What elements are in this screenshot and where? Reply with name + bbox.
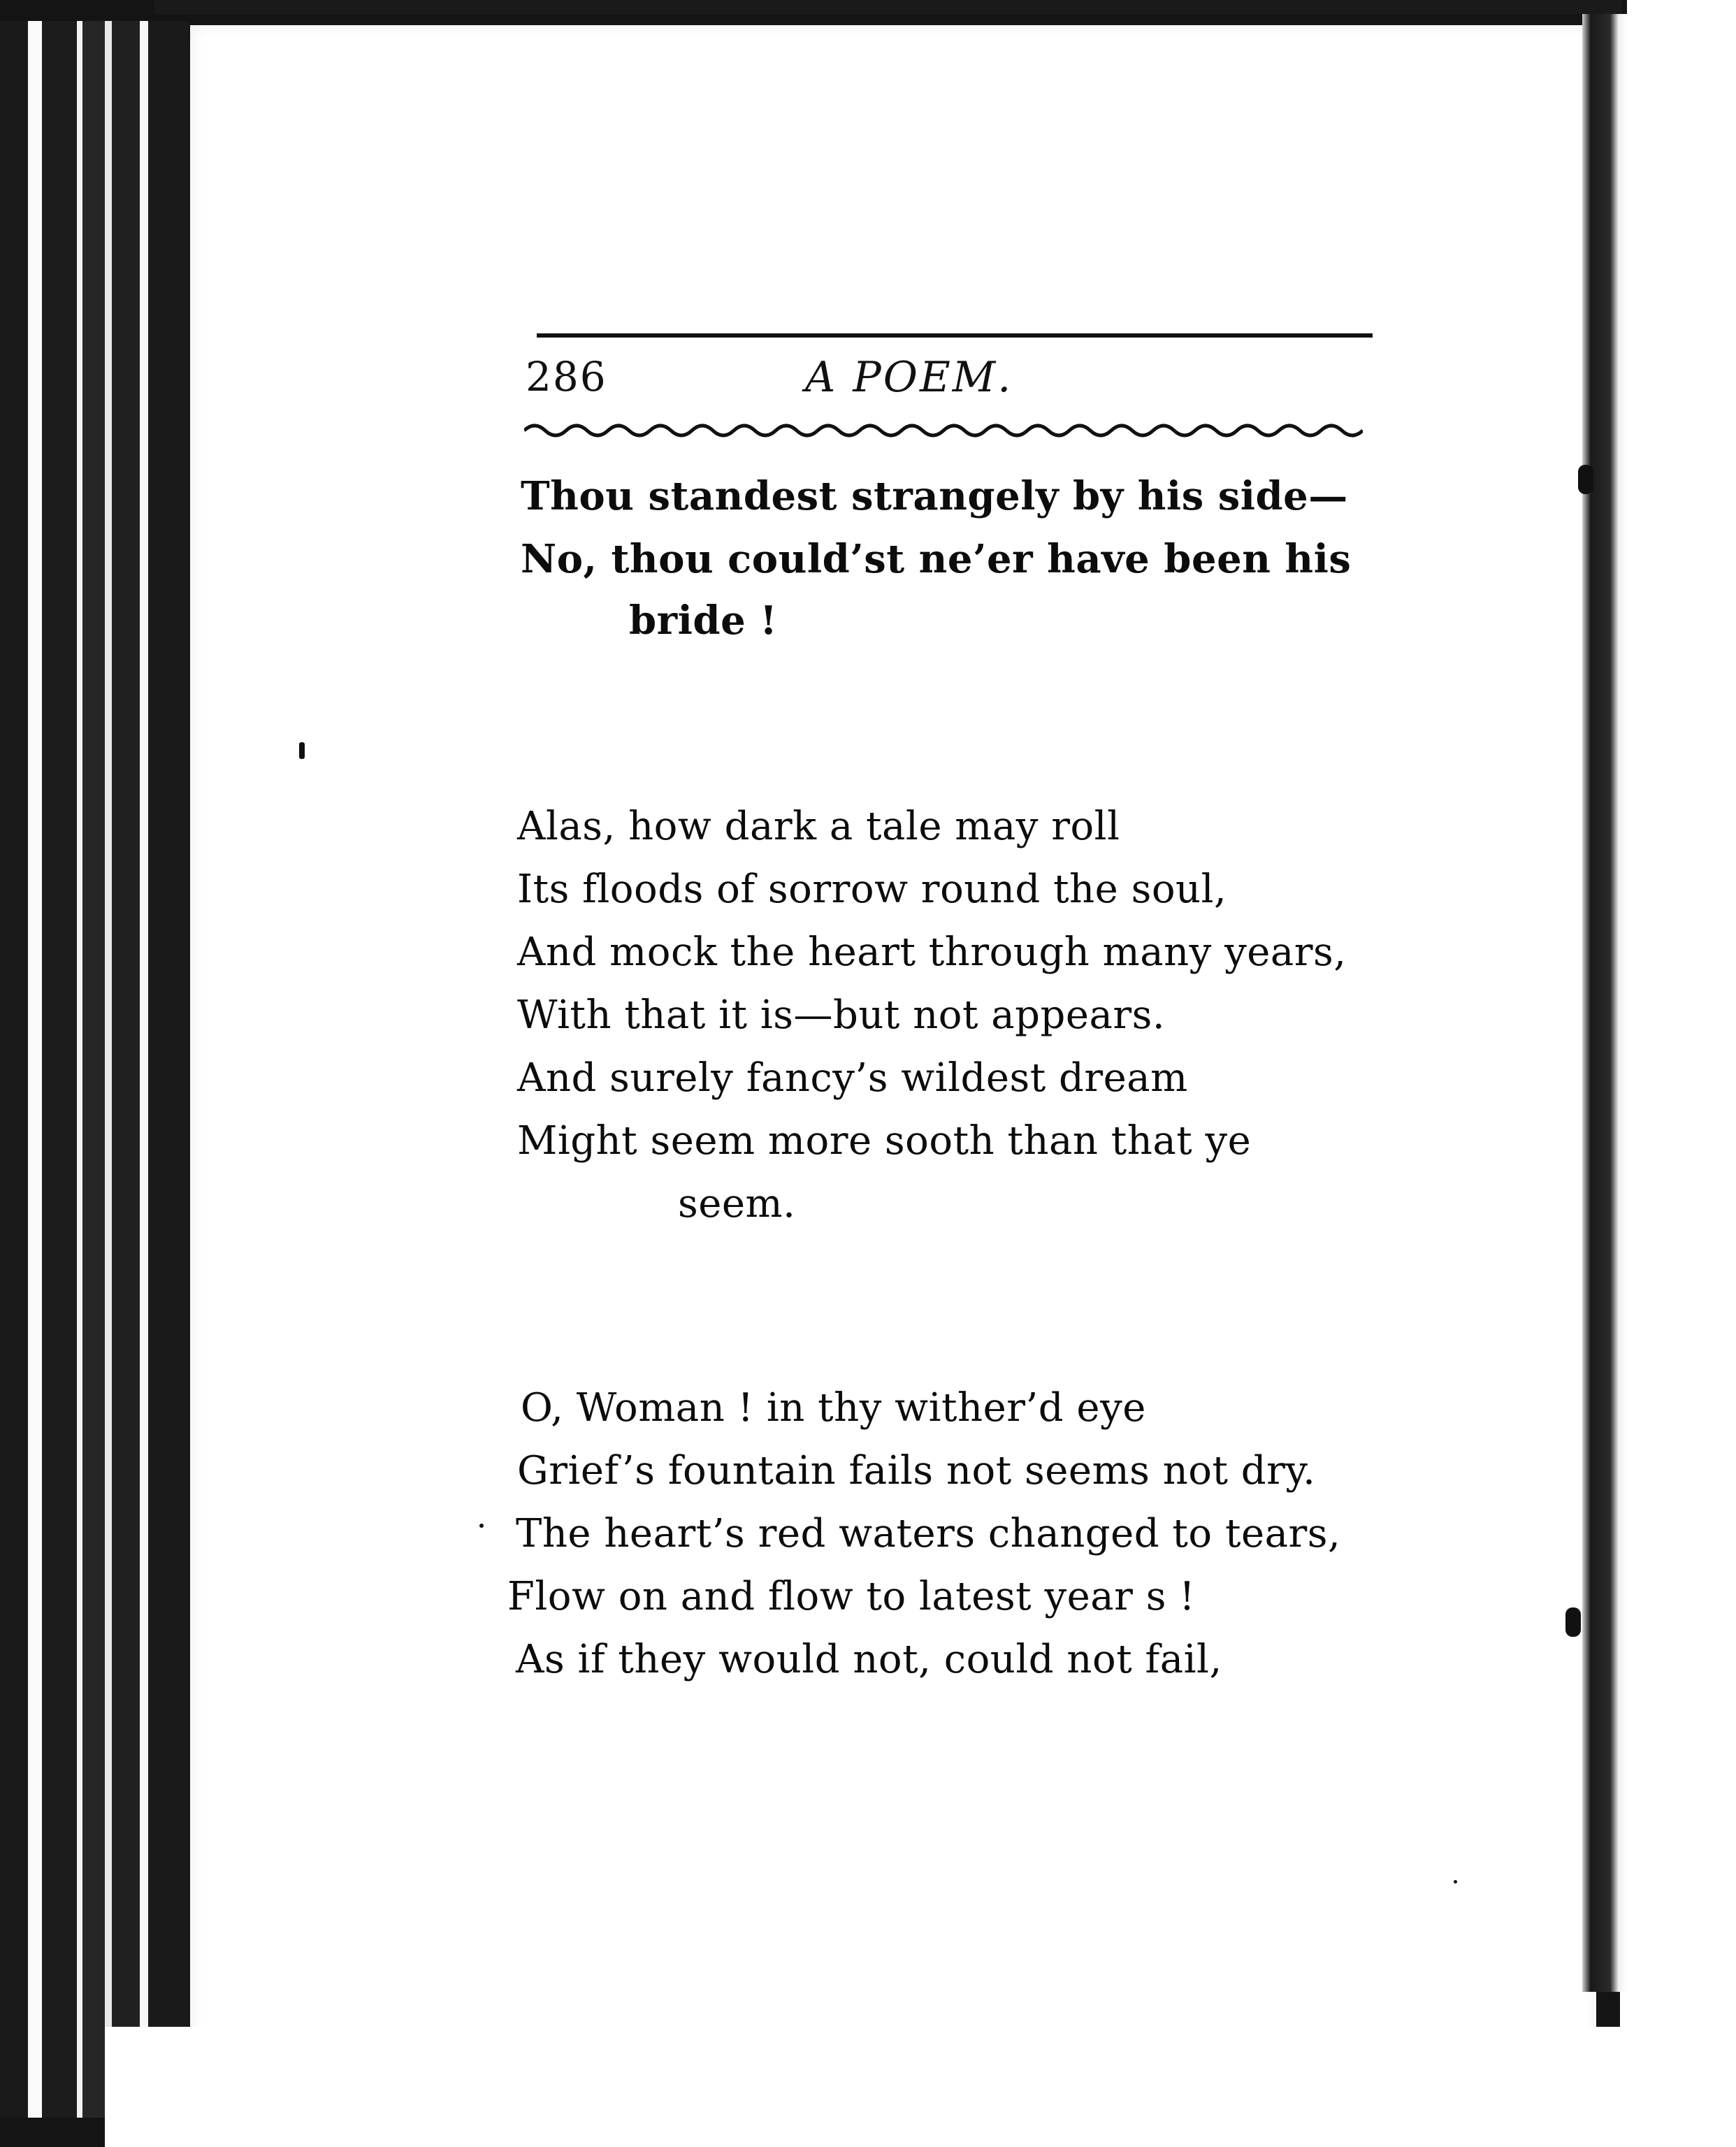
poem-line: Its floods of sorrow round the soul, xyxy=(517,867,1227,912)
running-title: A POEM. xyxy=(805,353,1013,402)
poem-line: bride ! xyxy=(629,598,778,644)
poem-line: And mock the heart through many years, xyxy=(517,930,1347,975)
facing-page-edge xyxy=(1582,14,1627,1992)
poem-line: Might seem more sooth than that ye xyxy=(517,1118,1252,1164)
ink-speck xyxy=(1454,1880,1457,1884)
binding-clip-mark xyxy=(1565,1607,1581,1637)
poem-line: With that it is—but not appears. xyxy=(517,992,1166,1038)
poem-line: As if they would not, could not fail, xyxy=(516,1637,1222,1682)
binding-clip-mark xyxy=(1578,465,1593,494)
poem-line: O, Woman ! in thy wither’d eye xyxy=(521,1385,1146,1431)
poem-line: Alas, how dark a tale may roll xyxy=(517,804,1120,849)
running-head xyxy=(526,353,1373,416)
ink-speck xyxy=(479,1524,484,1528)
poem-line: No, thou could’st ne’er have been his xyxy=(521,536,1352,582)
poem-line: The heart’s red waters changed to tears, xyxy=(516,1511,1341,1556)
poem-line: And surely fancy’s wildest dream xyxy=(517,1055,1188,1101)
poem-line: Thou standest strangely by his side— xyxy=(521,473,1348,519)
poem-line: Flow on and flow to latest year s ! xyxy=(507,1574,1196,1619)
poem-line: Grief’s fountain fails not seems not dry. xyxy=(517,1448,1316,1494)
wavy-ornamental-rule xyxy=(524,418,1363,443)
poem-line: seem. xyxy=(678,1181,796,1227)
facing-page-bottom xyxy=(1620,1992,1736,2147)
facing-page-strip xyxy=(1627,0,1736,2147)
header-rule xyxy=(537,333,1373,338)
book-binding-edge xyxy=(0,21,189,2118)
top-scan-border xyxy=(154,0,1621,14)
ink-speck xyxy=(299,742,305,759)
page-number: 286 xyxy=(526,353,607,400)
bottom-margin xyxy=(105,2027,1621,2147)
